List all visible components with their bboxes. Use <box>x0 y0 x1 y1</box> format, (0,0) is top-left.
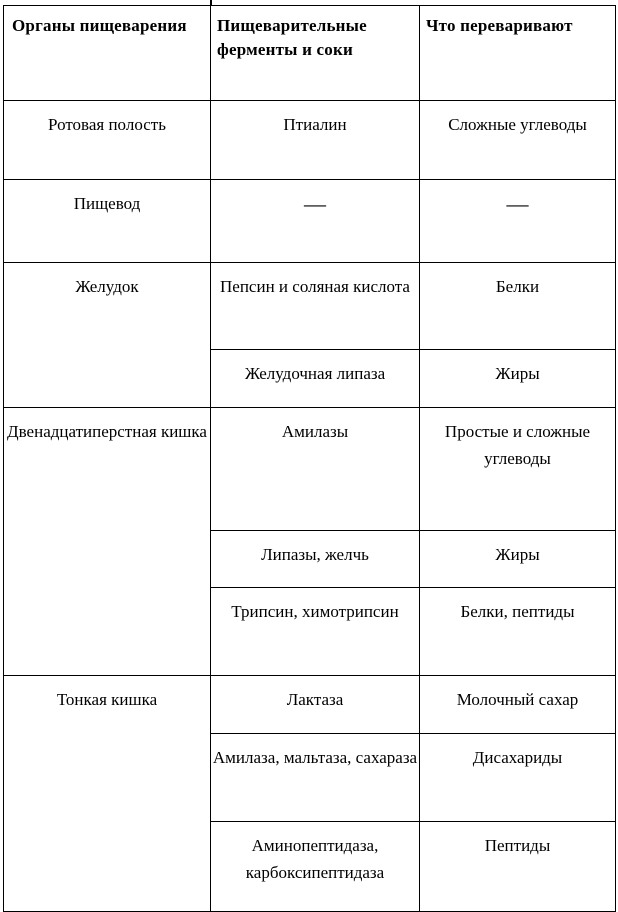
organ-cell: Желудок <box>4 263 211 408</box>
digests-cell: Белки <box>420 263 616 350</box>
enzyme-cell: Липазы, желчь <box>211 531 420 588</box>
digests-cell: Жиры <box>420 531 616 588</box>
enzyme-cell: Лактаза <box>211 676 420 734</box>
table-header-row <box>4 6 616 101</box>
digests-cell: — <box>420 180 616 263</box>
header-organs: Органы пищеварения <box>4 6 211 101</box>
digestion-table <box>3 5 616 912</box>
table-row <box>4 263 616 350</box>
digests-cell: Молочный сахар <box>420 676 616 734</box>
enzyme-cell: Амилазы <box>211 408 420 531</box>
enzyme-cell: Трипсин, химотрипсин <box>211 588 420 676</box>
enzyme-cell: — <box>211 180 420 263</box>
digests-cell: Сложные углеводы <box>420 101 616 180</box>
table-row <box>4 676 616 734</box>
enzyme-cell: Желудочная липаза <box>211 350 420 408</box>
organ-cell: Ротовая полость <box>4 101 211 180</box>
organ-cell: Тонкая кишка <box>4 676 211 912</box>
enzyme-cell: Аминопептидаза, карбоксипептидаза <box>211 822 420 912</box>
organ-cell: Двенадцатиперстная кишка <box>4 408 211 676</box>
enzyme-cell: Птиалин <box>211 101 420 180</box>
header-digests: Что переваривают <box>420 6 616 101</box>
table-row <box>4 101 616 180</box>
enzyme-cell: Пепсин и соляная кислота <box>211 263 420 350</box>
table-row <box>4 408 616 531</box>
digests-cell: Белки, пептиды <box>420 588 616 676</box>
table-row <box>4 180 616 263</box>
organ-cell: Пищевод <box>4 180 211 263</box>
enzyme-cell: Амилаза, мальтаза, сахараза <box>211 734 420 822</box>
digests-cell: Пептиды <box>420 822 616 912</box>
digests-cell: Жиры <box>420 350 616 408</box>
header-enzymes: Пищеварительные ферменты и соки <box>211 6 420 101</box>
digests-cell: Простые и сложные углеводы <box>420 408 616 531</box>
digestion-table-page <box>3 5 615 912</box>
digests-cell: Дисахариды <box>420 734 616 822</box>
